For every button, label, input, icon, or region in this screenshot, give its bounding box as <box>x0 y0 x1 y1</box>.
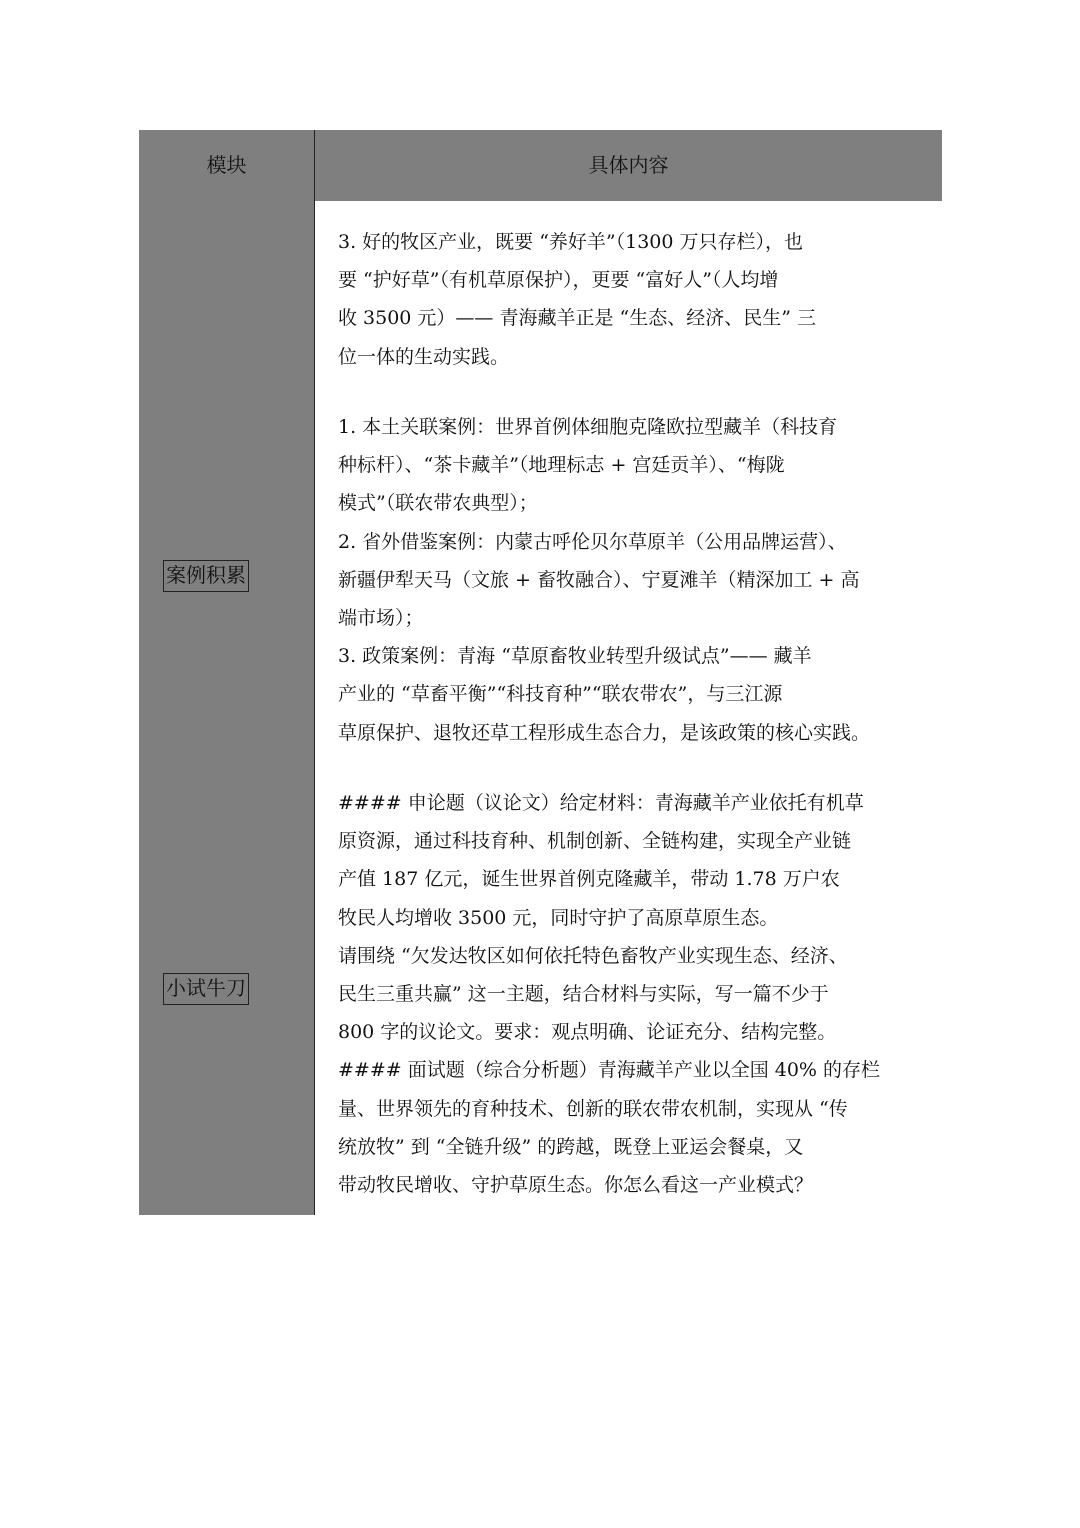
header-content: 具体内容 <box>588 153 669 177</box>
header-module: 模块 <box>206 153 247 177</box>
row-label-practice: 小试牛刀 <box>163 973 249 1005</box>
text-line: 端市场）； <box>338 607 424 630</box>
text-line: 1. 本土关联案例：世界首例体细胞克隆欧拉型藏羊（科技育 <box>338 416 838 438</box>
text-line: 产值 187 亿元，诞生世界首例克隆藏羊，带动 1.78 万户农 <box>338 868 840 891</box>
text-line: 模式”（联农带农典型）； <box>338 492 538 515</box>
text-line: 牧民人均增收 3500 元，同时守护了高原草原生态。 <box>338 906 779 929</box>
text-line: #### 申论题（议论文）给定材料：青海藏羊产业依托有机草 <box>338 792 864 814</box>
column-divider <box>314 130 315 1215</box>
text-line: #### 面试题（综合分析题）青海藏羊产业以全国 40% 的存栏 <box>338 1059 881 1082</box>
text-line: 原资源，通过科技育种、机制创新、全链构建，实现全产业链 <box>338 830 852 853</box>
intro-paragraph <box>338 223 918 376</box>
text-line: 量、世界领先的育种技术、创新的联农带农机制，实现从 “传 <box>338 1097 848 1120</box>
text-line: 种标杆）、“茶卡藏羊”（地理标志 + 宫廷贡羊）、“梅陇 <box>338 454 785 477</box>
text-line: 草原保护、退牧还草工程形成生态合力，是该政策的核心实践。 <box>338 721 871 744</box>
text-line: 800 字的议论文。要求：观点明确、论证充分、结构完整。 <box>338 1021 837 1044</box>
text-line: 新疆伊犁天马（文旅 + 畜牧融合）、宁夏滩羊（精深加工 + 高 <box>338 568 860 591</box>
cases-paragraph <box>338 408 918 752</box>
text-line: 3. 政策案例：青海 “草原畜牧业转型升级试点”—— 藏羊 <box>338 645 812 668</box>
text-line: 请围绕 “欠发达牧区如何依托特色畜牧产业实现生态、经济、 <box>338 944 848 967</box>
text-line: 要 “护好草”（有机草原保护），更要 “富好人”（人均增 <box>338 269 779 292</box>
text-line: 产业的 “草畜平衡”“科技育种”“联农带农”，与三江源 <box>338 683 783 706</box>
text-line: 2. 省外借鉴案例：内蒙古呼伦贝尔草原羊（公用品牌运营）、 <box>338 530 847 553</box>
text-line: 收 3500 元）—— 青海藏羊正是 “生态、经济、民生” 三 <box>338 307 816 330</box>
text-line: 3. 好的牧区产业，既要 “养好羊”（1300 万只存栏），也 <box>338 231 804 253</box>
row-label-cases: 案例积累 <box>163 560 249 592</box>
text-line: 带动牧民增收、守护草原生态。你怎么看这一产业模式？ <box>338 1174 814 1197</box>
text-line: 统放牧” 到 “全链升级” 的跨越，既登上亚运会餐桌，又 <box>338 1135 804 1158</box>
practice-paragraph <box>338 784 918 1204</box>
text-line: 位一体的生动实践。 <box>338 345 510 368</box>
text-line: 民生三重共赢” 这一主题，结合材料与实际，写一篇不少于 <box>338 983 829 1006</box>
module-column <box>139 130 314 1215</box>
